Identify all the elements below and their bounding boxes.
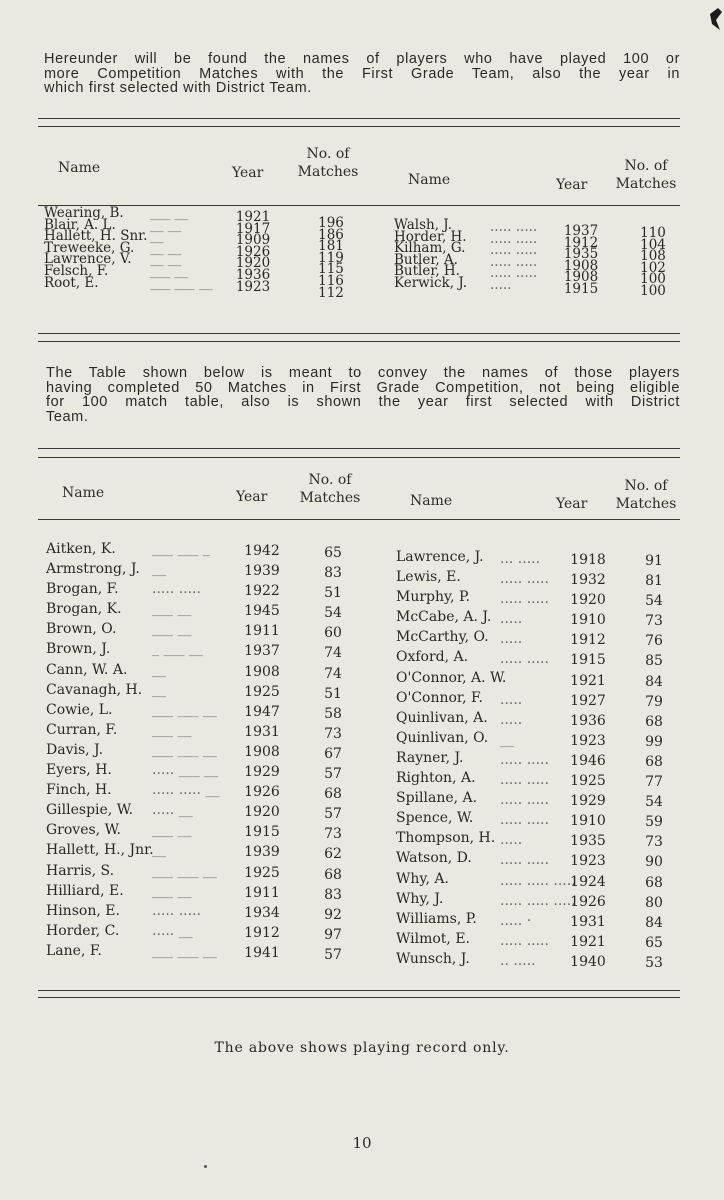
- year-first-selected: 1921: [235, 209, 271, 225]
- matches-count: 81: [645, 573, 663, 590]
- player-name: Thompson, H.: [396, 830, 496, 847]
- year-first-selected: 1915: [563, 280, 599, 297]
- table1-right-names: [394, 217, 468, 291]
- table1-header-rule: [38, 205, 680, 206]
- matches-count: 65: [645, 934, 663, 951]
- player-name: Brogan, K.: [46, 601, 122, 618]
- player-name: Horder, C.: [46, 922, 120, 939]
- player-name: Watson, D.: [396, 850, 472, 867]
- dot-leader: ..... .....: [490, 253, 538, 270]
- table1-header-matches-right: [606, 158, 686, 192]
- matches-count: 73: [645, 613, 663, 630]
- year-first-selected: 1909: [235, 232, 271, 249]
- player-name: McCabe, A. J.: [396, 609, 492, 626]
- matches-count: 99: [645, 733, 663, 750]
- year-first-selected: 1910: [570, 813, 606, 830]
- player-name: Lane, F.: [46, 942, 102, 959]
- player-name: Lawrence, V.: [44, 251, 132, 268]
- matches-count: 68: [645, 713, 663, 730]
- dot-leader: ..... .....: [490, 242, 538, 259]
- matches-count: 186: [318, 226, 344, 243]
- dot-leader: ___ ___ __: [152, 741, 217, 758]
- table2-right-names: [396, 547, 506, 969]
- year-first-selected: 1915: [570, 652, 606, 669]
- middle-text-line: having completed 50 Matches in First Grade Competition, not being eligible: [46, 379, 680, 396]
- player-name: Aitken, K.: [46, 541, 116, 557]
- year-first-selected: 1920: [570, 592, 606, 609]
- year-first-selected: 1921: [570, 672, 606, 689]
- dot-leader: ..... .....: [500, 772, 549, 789]
- matches-count: 102: [640, 259, 666, 276]
- table1-top-rule: [38, 118, 680, 119]
- year-first-selected: 1941: [244, 944, 280, 961]
- year-first-selected: 1927: [570, 692, 606, 709]
- year-first-selected: 1934: [244, 904, 280, 921]
- player-name: Finch, H.: [46, 782, 112, 799]
- matches-count: 51: [324, 685, 342, 702]
- year-first-selected: 1923: [570, 732, 606, 749]
- matches-count: 73: [324, 725, 342, 742]
- year-first-selected: 1926: [235, 243, 271, 260]
- year-first-selected: 1945: [244, 603, 280, 620]
- table1-top-rule-2: [38, 126, 680, 127]
- table2-top-rule: [38, 448, 680, 449]
- matches-count: 84: [645, 914, 663, 931]
- player-name: Kerwick, J.: [394, 274, 468, 291]
- player-name: Butler, A.: [394, 251, 458, 268]
- player-name: Cowie, L.: [46, 701, 113, 718]
- matches-count: 67: [324, 745, 342, 762]
- year-first-selected: 1911: [244, 884, 280, 901]
- dot-leader: ... .....: [500, 551, 541, 567]
- year-first-selected: 1926: [570, 893, 606, 910]
- dot-leader: ..... .....: [500, 651, 549, 668]
- player-name: Cann, W. A.: [46, 661, 128, 678]
- player-name: Why, A.: [396, 870, 449, 887]
- year-first-selected: 1912: [563, 234, 599, 251]
- table1-left-years: [230, 209, 276, 295]
- year-first-selected: 1908: [244, 663, 280, 680]
- matches-count: 74: [324, 645, 342, 662]
- table1-bottom-rule: [38, 333, 680, 334]
- table2-header-matches-left-line2: Matches: [299, 490, 361, 506]
- table2-left-years: [236, 541, 288, 963]
- table2-header-matches-right: [604, 478, 688, 512]
- middle-text-line: The Table shown below is meant to convey the names of those players: [46, 365, 680, 381]
- matches-count: 97: [324, 926, 342, 943]
- dot-leader: .....: [500, 631, 523, 648]
- player-name: Brown, J.: [46, 641, 111, 658]
- table1-header-name-left: Name: [58, 160, 101, 176]
- year-first-selected: 1923: [235, 278, 271, 295]
- year-first-selected: 1939: [244, 844, 280, 861]
- year-first-selected: 1924: [570, 873, 606, 890]
- table1-header-matches-left-line2: Matches: [297, 164, 359, 180]
- player-name: Felsch, F.: [44, 262, 109, 279]
- year-first-selected: 1936: [235, 266, 271, 283]
- table2-header-name-left: Name: [62, 485, 105, 501]
- matches-count: 68: [645, 874, 663, 891]
- dot-leader: ___ ___ __: [152, 862, 217, 879]
- player-name: Harris, S.: [46, 862, 115, 879]
- player-name: Quinlivan, O.: [396, 729, 489, 746]
- table1-left-matches: [308, 215, 354, 301]
- player-name: O'Connor, A. W.: [396, 669, 507, 686]
- matches-count: 65: [324, 545, 342, 561]
- player-name: Hinson, E.: [46, 902, 120, 919]
- table2-top-rule-2: [38, 457, 680, 458]
- year-first-selected: 1918: [570, 552, 606, 568]
- year-first-selected: 1908: [563, 257, 599, 274]
- dot-leader: ..... .....: [490, 219, 538, 235]
- player-name: Brown, O.: [46, 621, 117, 638]
- matches-count: 92: [324, 906, 342, 923]
- year-first-selected: 1935: [563, 246, 599, 263]
- year-first-selected: 1929: [570, 793, 606, 810]
- dot-leader: ..... .....: [500, 932, 549, 949]
- table2-left-leaders: [152, 539, 218, 961]
- player-name: Blair, A. L.: [44, 216, 116, 233]
- matches-count: 79: [645, 693, 663, 710]
- matches-count: 58: [324, 705, 342, 722]
- table2-header-matches-right-line1: No. of: [624, 478, 668, 494]
- matches-count: 83: [324, 565, 342, 582]
- dot-leader: ___ __: [152, 621, 192, 638]
- table2-bottom-rule: [38, 990, 680, 991]
- year-first-selected: 1922: [244, 583, 280, 600]
- dot-leader: ___ __: [150, 205, 189, 221]
- table1-left-leaders: [150, 205, 213, 291]
- year-first-selected: 1926: [244, 784, 280, 801]
- table2-header-name-right: Name: [410, 493, 453, 509]
- matches-count: 119: [318, 249, 344, 266]
- matches-count: 110: [640, 225, 666, 241]
- matches-count: 57: [324, 766, 342, 783]
- matches-count: 108: [640, 248, 666, 265]
- player-name: Cavanagh, H.: [46, 681, 143, 698]
- matches-count: 59: [645, 814, 663, 831]
- dot-leader: ..... .....: [500, 591, 549, 608]
- matches-count: 85: [645, 653, 663, 670]
- dot-leader: .....: [500, 611, 523, 628]
- year-first-selected: 1940: [570, 953, 606, 970]
- year-first-selected: 1931: [570, 913, 606, 930]
- dot-leader: ..... ..... __: [152, 782, 220, 799]
- dot-leader: __: [152, 681, 166, 698]
- player-name: Treweeke, G.: [44, 239, 135, 256]
- dot-leader: _ ___ __: [152, 641, 203, 658]
- dot-leader: ___ __: [152, 721, 192, 738]
- dot-leader: .. .....: [500, 952, 536, 969]
- matches-count: 100: [640, 282, 666, 299]
- matches-count: 73: [645, 834, 663, 851]
- year-first-selected: 1929: [244, 764, 280, 781]
- table2-header-matches-left: [290, 472, 370, 506]
- table2-right-matches: [634, 551, 674, 973]
- player-name: Davis, J.: [46, 741, 104, 758]
- player-name: Hallett, H. Snr.: [44, 228, 148, 245]
- table1-header-year-right: Year: [556, 177, 588, 193]
- dot-leader: __ __: [150, 216, 182, 233]
- matches-count: 104: [640, 236, 666, 253]
- dot-leader: ..... __: [152, 922, 193, 939]
- table1-header-matches-left: [288, 146, 368, 180]
- dot-leader: ..... .....: [500, 571, 549, 588]
- player-name: Root, E.: [44, 274, 99, 291]
- dot-leader: __ __: [150, 239, 182, 256]
- year-first-selected: 1923: [570, 853, 606, 870]
- matches-count: 90: [645, 854, 663, 871]
- player-name: Butler, H.: [394, 263, 460, 280]
- player-name: Wunsch, J.: [396, 950, 470, 967]
- page-number: 10: [352, 1134, 372, 1152]
- year-first-selected: 1908: [563, 269, 599, 286]
- player-name: Spence, W.: [396, 810, 474, 827]
- year-first-selected: 1946: [570, 752, 606, 769]
- matches-count: 83: [324, 886, 342, 903]
- table1-left-names: [44, 205, 148, 291]
- matches-count: 76: [645, 633, 663, 650]
- dot-leader: __: [152, 561, 166, 578]
- player-name: Righton, A.: [396, 770, 476, 787]
- footnote: The above shows playing record only.: [214, 1040, 510, 1056]
- year-first-selected: 1935: [570, 833, 606, 850]
- player-name: Williams, P.: [396, 910, 477, 927]
- player-name: Eyers, H.: [46, 762, 112, 779]
- year-first-selected: 1911: [244, 623, 280, 640]
- matches-count: 62: [324, 846, 342, 863]
- table1-right-years: [558, 223, 604, 297]
- year-first-selected: 1947: [244, 703, 280, 720]
- player-name: Oxford, A.: [396, 649, 469, 666]
- matches-count: 181: [318, 238, 344, 255]
- matches-count: 57: [324, 806, 342, 823]
- table1-header-matches-right-line2: Matches: [615, 176, 677, 192]
- intro-text-line: Hereunder will be found the names of players who have played 100 or: [44, 51, 680, 67]
- year-first-selected: 1937: [244, 643, 280, 660]
- matches-count: 53: [645, 954, 663, 971]
- matches-count: 57: [324, 946, 342, 963]
- dot-leader: ..... .....: [500, 852, 549, 869]
- player-name: O'Connor, F.: [396, 689, 483, 706]
- year-first-selected: 1937: [563, 223, 599, 239]
- player-name: Hilliard, E.: [46, 882, 124, 899]
- dot-leader: ___ __: [152, 822, 192, 839]
- dot-leader: .....: [500, 832, 523, 849]
- year-first-selected: 1932: [570, 572, 606, 589]
- player-name: Gillespie, W.: [46, 802, 134, 819]
- dot-leader: ___ ___ _: [152, 541, 210, 557]
- middle-text-line: for 100 match table, also is shown the year first selected with District: [46, 394, 680, 410]
- dot-leader: ___ ___ __: [152, 942, 217, 959]
- player-name: Horder, H.: [394, 228, 467, 245]
- table2-header-year-left: Year: [236, 489, 268, 505]
- year-first-selected: 1939: [244, 563, 280, 580]
- dot-leader: ___ __: [150, 262, 189, 279]
- player-name: Curran, F.: [46, 721, 118, 738]
- table2-right-leaders: [500, 549, 576, 971]
- matches-count: 73: [324, 826, 342, 843]
- matches-count: 115: [318, 261, 344, 278]
- player-name: Armstrong, J.: [46, 561, 140, 578]
- player-name: Rayner, J.: [396, 749, 464, 766]
- dot-leader: ___ __: [152, 601, 192, 618]
- print-speck: [204, 1165, 207, 1168]
- matches-count: 60: [324, 625, 342, 642]
- year-first-selected: 1921: [570, 933, 606, 950]
- table1-right-leaders: [490, 219, 550, 293]
- dot-leader: ..... __: [152, 802, 193, 819]
- torn-corner-mark: [704, 0, 724, 34]
- year-first-selected: 1936: [570, 712, 606, 729]
- dot-leader: ..... ·: [500, 912, 532, 929]
- dot-leader: ..... .....: [500, 751, 549, 768]
- matches-count: 112: [318, 284, 344, 301]
- matches-count: 116: [318, 272, 344, 289]
- year-first-selected: 1925: [244, 683, 280, 700]
- intro-text-line: which first selected with District Team.: [44, 80, 312, 96]
- matches-count: 91: [645, 553, 663, 569]
- table2-header-year-right: Year: [556, 496, 588, 512]
- matches-count: 74: [324, 665, 342, 682]
- dot-leader: ..... ..... .....: [500, 892, 576, 909]
- intro-text-line: more Competition Matches with the First Grade Team, also the year in: [44, 65, 680, 82]
- matches-count: 54: [645, 794, 663, 811]
- player-name: McCarthy, O.: [396, 629, 489, 646]
- matches-count: 68: [324, 786, 342, 803]
- dot-leader: .....: [500, 711, 523, 728]
- year-first-selected: 1912: [244, 924, 280, 941]
- player-name: Spillane, A.: [396, 790, 478, 807]
- dot-leader: ___ ___ __: [150, 274, 213, 291]
- intro-paragraph: [44, 52, 680, 96]
- dot-leader: ..... .....: [490, 265, 538, 282]
- matches-count: 196: [318, 215, 344, 231]
- year-first-selected: 1917: [235, 220, 271, 237]
- dot-leader: .....: [490, 276, 512, 293]
- table1-header-matches-left-line1: No. of: [306, 146, 350, 162]
- dot-leader: ..... .....: [500, 792, 549, 809]
- table2-left-names: [46, 539, 154, 961]
- table2-bottom-rule-2: [38, 997, 680, 998]
- player-name: Hallett, H., Jnr.: [46, 842, 154, 859]
- year-first-selected: 1908: [244, 743, 280, 760]
- year-first-selected: 1925: [244, 864, 280, 881]
- table2-header-matches-left-line1: No. of: [308, 472, 352, 488]
- dot-leader: ..... .....: [500, 812, 549, 829]
- table1-right-matches: [630, 225, 676, 299]
- dot-leader: ..... .....: [490, 230, 538, 247]
- matches-count: 51: [324, 585, 342, 602]
- dot-leader: __: [152, 842, 166, 859]
- year-first-selected: 1915: [244, 824, 280, 841]
- table1-bottom-rule-2: [38, 341, 680, 342]
- dot-leader: ___ __: [152, 882, 192, 899]
- table1-header-matches-right-line1: No. of: [624, 158, 668, 174]
- player-name: Quinlivan, A.: [396, 709, 488, 726]
- dot-leader: ..... .....: [152, 581, 201, 598]
- dot-leader: __: [152, 661, 166, 678]
- table1-header-year-left: Year: [232, 165, 264, 181]
- table2-right-years: [562, 550, 614, 972]
- year-first-selected: 1931: [244, 723, 280, 740]
- matches-count: 54: [324, 605, 342, 622]
- player-name: Brogan, F.: [46, 581, 119, 598]
- dot-leader: .....: [500, 691, 523, 708]
- year-first-selected: 1920: [235, 255, 271, 272]
- dot-leader: [500, 670, 556, 690]
- player-name: Groves, W.: [46, 822, 121, 839]
- player-name: Wearing, B.: [44, 205, 124, 221]
- table2-header-rule: [38, 519, 680, 520]
- player-name: Why, J.: [396, 890, 444, 907]
- player-name: Lawrence, J.: [396, 549, 484, 565]
- dot-leader: ..... ___ __: [152, 762, 219, 779]
- player-name: Murphy, P.: [396, 589, 471, 606]
- matches-count: 80: [645, 894, 663, 911]
- matches-count: 77: [645, 774, 663, 791]
- matches-count: 68: [324, 866, 342, 883]
- middle-paragraph: [46, 366, 680, 424]
- dot-leader: __ __: [150, 251, 182, 268]
- matches-count: 68: [645, 753, 663, 770]
- year-first-selected: 1910: [570, 612, 606, 629]
- matches-count: 100: [640, 271, 666, 288]
- table2-left-matches: [310, 543, 356, 965]
- dot-leader: __: [500, 731, 514, 748]
- player-name: Walsh, J.: [394, 217, 452, 233]
- dot-leader: ..... ..... .....: [500, 872, 576, 889]
- dot-leader: ..... .....: [152, 902, 201, 919]
- table1-header-name-right: Name: [408, 172, 451, 188]
- dot-leader: ___ ___ __: [152, 701, 217, 718]
- middle-text-line: Team.: [46, 408, 89, 425]
- year-first-selected: 1942: [244, 543, 280, 559]
- dot-leader: __: [150, 228, 164, 245]
- year-first-selected: 1912: [570, 632, 606, 649]
- year-first-selected: 1925: [570, 773, 606, 790]
- year-first-selected: 1920: [244, 804, 280, 821]
- matches-count: 54: [645, 593, 663, 610]
- player-name: Lewis, E.: [396, 569, 461, 586]
- table2-header-matches-right-line2: Matches: [615, 496, 677, 512]
- player-name: Wilmot, E.: [396, 930, 470, 947]
- player-name: Kilham, G.: [394, 240, 466, 257]
- matches-count: 84: [645, 673, 663, 690]
